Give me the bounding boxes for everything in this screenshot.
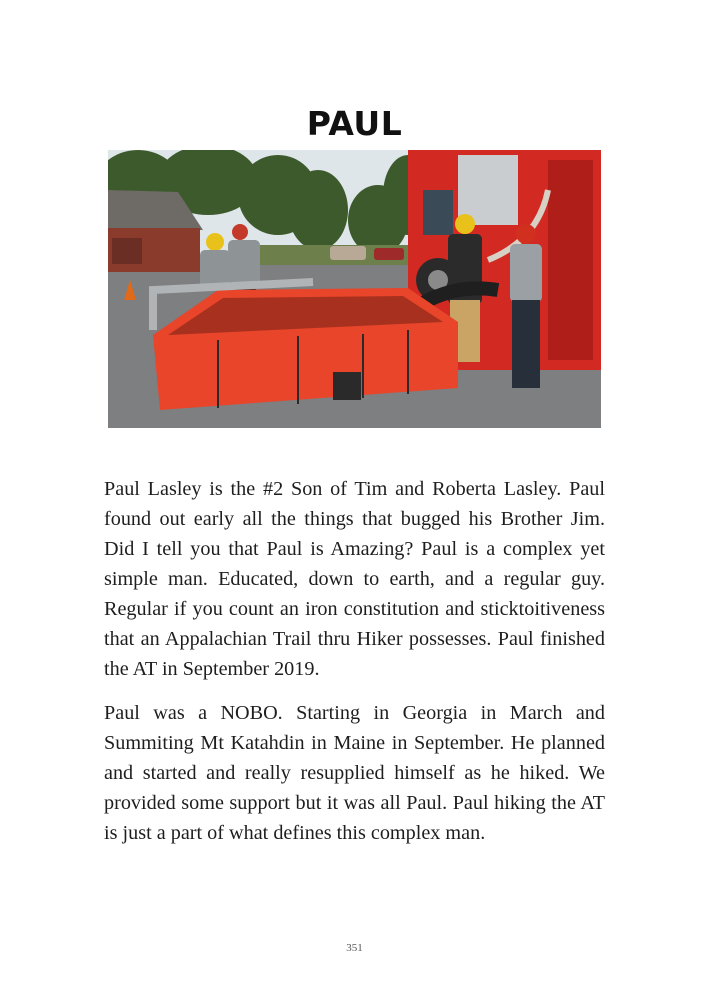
firefighters-photo [108, 150, 601, 428]
paragraph: Paul was a NOBO. Starting in Georgia in March and Summiting Mt Katahdin in Maine in September. He planned and started and really resupplied himself as he hiked. We provided some support but it was all Paul. Paul hiking the AT is just a part of what defines this complex man. [104, 702, 605, 844]
body-text [104, 474, 605, 862]
firefighters-photo-illustration [108, 150, 601, 428]
page-number: 351 [346, 942, 363, 954]
page-title: PAUL [306, 104, 403, 144]
paragraph: Paul Lasley is the #2 Son of Tim and Roberta Lasley. Paul found out early all the things that bugged his Brother Jim. Did I tell you that Paul is Amazing? Paul is a complex yet simple man. Educated, down to earth, and a regular guy. Regular if you count an iron constitution and sticktoitiveness that an Appalachian Trail thru Hiker possesses. Paul finished the AT in September 2019. [104, 478, 605, 680]
